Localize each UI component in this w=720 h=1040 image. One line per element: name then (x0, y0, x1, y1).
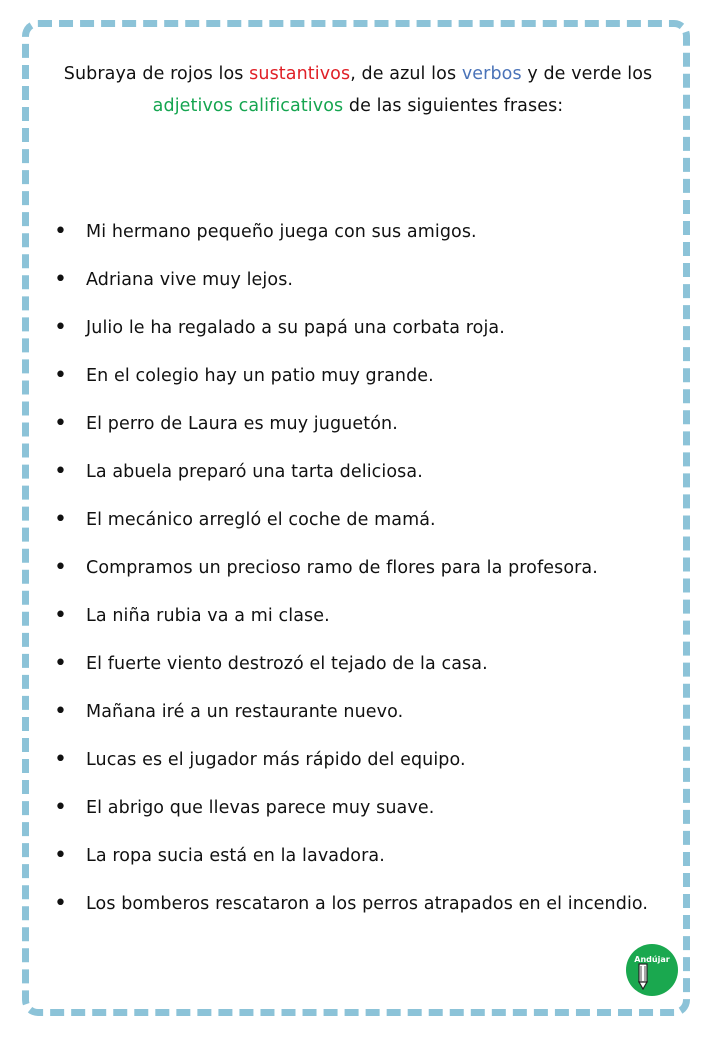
bullet-icon: • (54, 459, 68, 484)
instructions-heading (48, 58, 668, 122)
list-item (52, 736, 672, 784)
bullet-icon: • (54, 555, 68, 580)
sentence-text: El mecánico arregló el coche de mamá. (86, 510, 436, 530)
sentence-text: Los bomberos rescataron a los perros atrapados en el incendio. (86, 894, 649, 914)
list-item (52, 448, 672, 496)
list-item (52, 784, 672, 832)
sentence-text: Compramos un precioso ramo de flores para la profesora. (86, 558, 598, 578)
bullet-icon: • (54, 507, 68, 532)
sentence-text: Adriana vive muy lejos. (86, 270, 294, 290)
list-item (52, 256, 672, 304)
sentence-text: La abuela preparó una tarta deliciosa. (86, 462, 423, 482)
list-item (52, 352, 672, 400)
logo-text: Andújar (634, 955, 670, 964)
sentence-text: El perro de Laura es muy juguetón. (86, 414, 398, 434)
bullet-icon: • (54, 747, 68, 772)
list-item (52, 304, 672, 352)
sentence-text: El abrigo que llevas parece muy suave. (86, 798, 435, 818)
sentence-text: La niña rubia va a mi clase. (86, 606, 330, 626)
instructions-text-2: , de azul los (350, 64, 462, 84)
list-item (52, 880, 672, 928)
bullet-icon: • (54, 843, 68, 868)
sentence-text: En el colegio hay un patio muy grande. (86, 366, 434, 386)
list-item (52, 688, 672, 736)
bullet-icon: • (54, 603, 68, 628)
list-item (52, 208, 672, 256)
bullet-icon: • (54, 363, 68, 388)
list-item (52, 640, 672, 688)
nouns-label: sustantivos (249, 64, 351, 84)
sentence-text: Mi hermano pequeño juega con sus amigos. (86, 222, 477, 242)
sentence-text: Mañana iré a un restaurante nuevo. (86, 702, 404, 722)
bullet-icon: • (54, 795, 68, 820)
bullet-icon: • (54, 315, 68, 340)
bullet-icon: • (54, 267, 68, 292)
bullet-icon: • (54, 699, 68, 724)
list-item (52, 400, 672, 448)
sentence-text: La ropa sucia está en la lavadora. (86, 846, 385, 866)
sentence-text: El fuerte viento destrozó el tejado de la casa. (86, 654, 488, 674)
verbs-label: verbos (461, 64, 522, 84)
list-item (52, 496, 672, 544)
bullet-icon: • (54, 651, 68, 676)
sentence-list (52, 208, 672, 928)
bullet-icon: • (54, 891, 68, 916)
pencil-icon (636, 962, 650, 990)
publisher-logo (626, 944, 678, 996)
sentence-text: Julio le ha regalado a su papá una corbata roja. (86, 318, 505, 338)
bullet-icon: • (54, 219, 68, 244)
bullet-icon: • (54, 411, 68, 436)
sentence-text: Lucas es el jugador más rápido del equipo. (86, 750, 466, 770)
instructions-text-1: Subraya de rojos los (63, 64, 250, 84)
list-item (52, 544, 672, 592)
adjectives-label: adjetivos calificativos (152, 96, 344, 116)
instructions-text-3: y de verde los (521, 64, 653, 84)
list-item (52, 832, 672, 880)
instructions-text-4: de las siguientes frases: (343, 96, 564, 116)
list-item (52, 592, 672, 640)
